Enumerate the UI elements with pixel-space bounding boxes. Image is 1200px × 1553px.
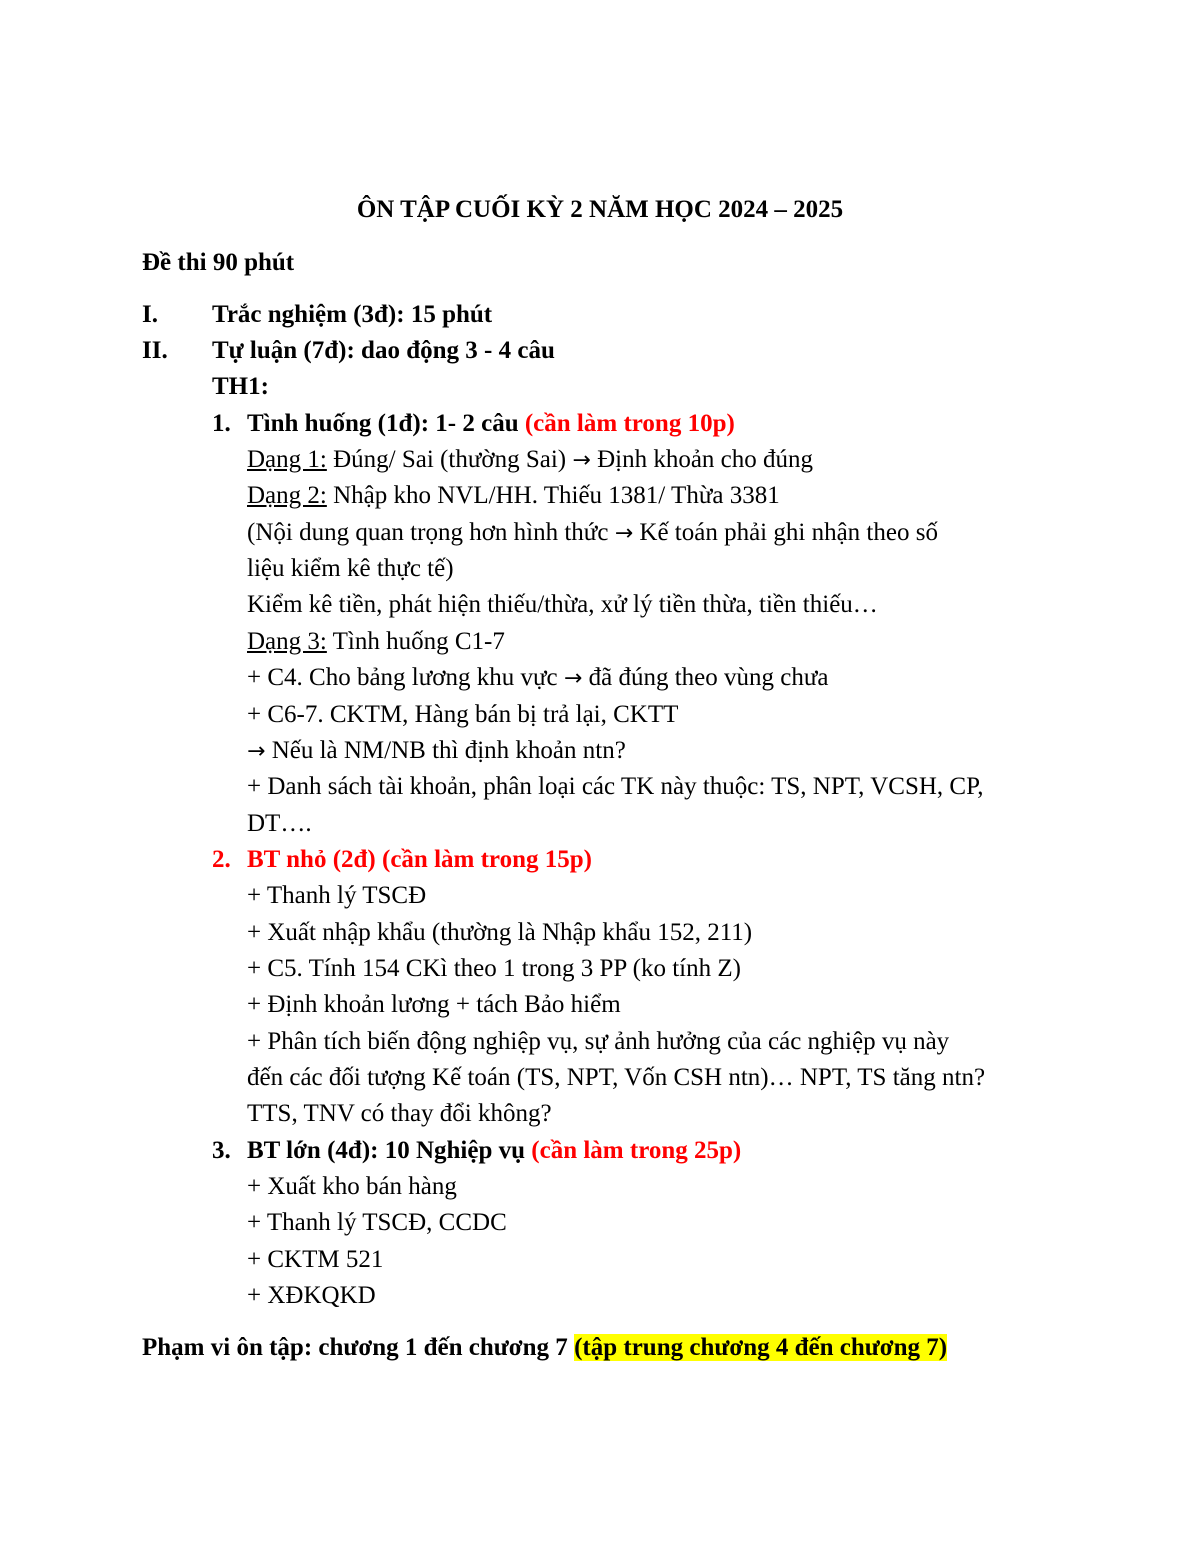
dang-1-text: Đúng/ Sai (thường Sai) [326, 446, 573, 473]
principle-line-2: liệu kiểm kê thực tế) [247, 555, 454, 582]
principle-text-a: (Nội dung quan trọng hơn hình thức [247, 519, 615, 546]
item-number-2: 2. [212, 846, 231, 873]
list-item: + Xuất kho bán hàng [247, 1173, 457, 1200]
list-item: + Xuất nhập khẩu (thường là Nhập khẩu 152, 211) [247, 919, 753, 946]
section-numeral-2: II. [142, 337, 168, 364]
review-scope [142, 1333, 947, 1363]
dang-2-text: Nhập kho NVL/HH. Thiếu 1381/ Thừa 3381 [326, 482, 780, 509]
c4-text-b: đã đúng theo vùng chưa [582, 664, 829, 691]
list-item: + Định khoản lương + tách Bảo hiểm [247, 991, 621, 1018]
dang-3-text: Tình huống C1-7 [326, 628, 505, 655]
arrow-icon: → [247, 739, 266, 764]
item-heading-text: Tình huống (1đ): 1- 2 câu [247, 410, 519, 437]
section-title-2: Tự luận (7đ): dao động 3 - 4 câu [212, 337, 555, 364]
section-title-1: Trắc nghiệm (3đ): 15 phút [212, 301, 493, 328]
page-title: ÔN TẬP CUỐI KỲ 2 NĂM HỌC 2024 – 2025 [356, 196, 844, 223]
item-heading-3 [247, 1136, 741, 1166]
list-item: + Thanh lý TSCĐ, CCDC [247, 1209, 507, 1236]
list-item: + Thanh lý TSCĐ [247, 882, 427, 909]
list-item: + CKTM 521 [247, 1246, 384, 1273]
time-note: (cần làm trong 25p) [531, 1137, 742, 1164]
time-note: (cần làm trong 10p) [524, 410, 735, 437]
account-list-line-2: DT…. [247, 810, 312, 837]
item-heading-1 [247, 409, 735, 439]
dang-2-line [247, 481, 780, 511]
th1-label: TH1: [212, 373, 269, 400]
c4-text-a: + C4. Cho bảng lương khu vực [247, 664, 564, 691]
dang-1-result: Định khoản cho đúng [590, 446, 814, 473]
account-list-line-1: + Danh sách tài khoản, phân loại các TK này thuộc: TS, NPT, VCSH, CP, [247, 773, 984, 800]
list-item: đến các đối tượng Kế toán (TS, NPT, Vốn CSH ntn)… NPT, TS tăng ntn? [247, 1064, 986, 1091]
arrow-icon: → [614, 521, 634, 546]
nmnb-line [247, 736, 626, 767]
item-number-1: 1. [212, 410, 231, 437]
exam-duration: Đề thi 90 phút [142, 249, 295, 276]
list-item: + C5. Tính 154 CKì theo 1 trong 3 PP (ko tính Z) [247, 955, 741, 982]
dang-2-label: Dạng 2: [247, 482, 327, 509]
list-item: + XĐKQKD [247, 1282, 376, 1309]
scope-focus-highlight: (tập trung chương 4 đến chương 7) [574, 1334, 948, 1361]
dang-3-label: Dạng 3: [247, 628, 327, 655]
arrow-icon: → [572, 448, 591, 473]
list-item: TTS, TNV có thay đổi không? [247, 1100, 552, 1127]
item-number-3: 3. [212, 1137, 231, 1164]
principle-line-1 [247, 518, 938, 549]
c4-line [247, 663, 829, 694]
dang-3-line [247, 627, 505, 657]
list-item: + Phân tích biến động nghiệp vụ, sự ảnh hưởng của các nghiệp vụ này [247, 1028, 950, 1055]
c67-line: + C6-7. CKTM, Hàng bán bị trả lại, CKTT [247, 701, 679, 728]
principle-text-b: Kế toán phải ghi nhận theo số [633, 519, 938, 546]
nmnb-text: Nếu là NM/NB thì định khoản ntn? [265, 737, 626, 764]
section-numeral-1: I. [142, 301, 158, 328]
item-heading-2 [247, 845, 592, 875]
scope-range: chương 1 đến chương 7 [312, 1334, 575, 1361]
scope-label: Phạm vi ôn tập: [142, 1334, 313, 1361]
dang-1-label: Dạng 1: [247, 446, 327, 473]
dang-1-line [247, 445, 813, 476]
arrow-icon: → [563, 666, 583, 691]
cash-count-line: Kiểm kê tiền, phát hiện thiếu/thừa, xử lý tiền thừa, tiền thiếu… [247, 591, 878, 618]
item-heading-text: BT nhỏ (2đ) [247, 846, 376, 873]
time-note: (cần làm trong 15p) [382, 846, 592, 873]
item-heading-text: BT lớn (4đ): 10 Nghiệp vụ [247, 1137, 526, 1164]
